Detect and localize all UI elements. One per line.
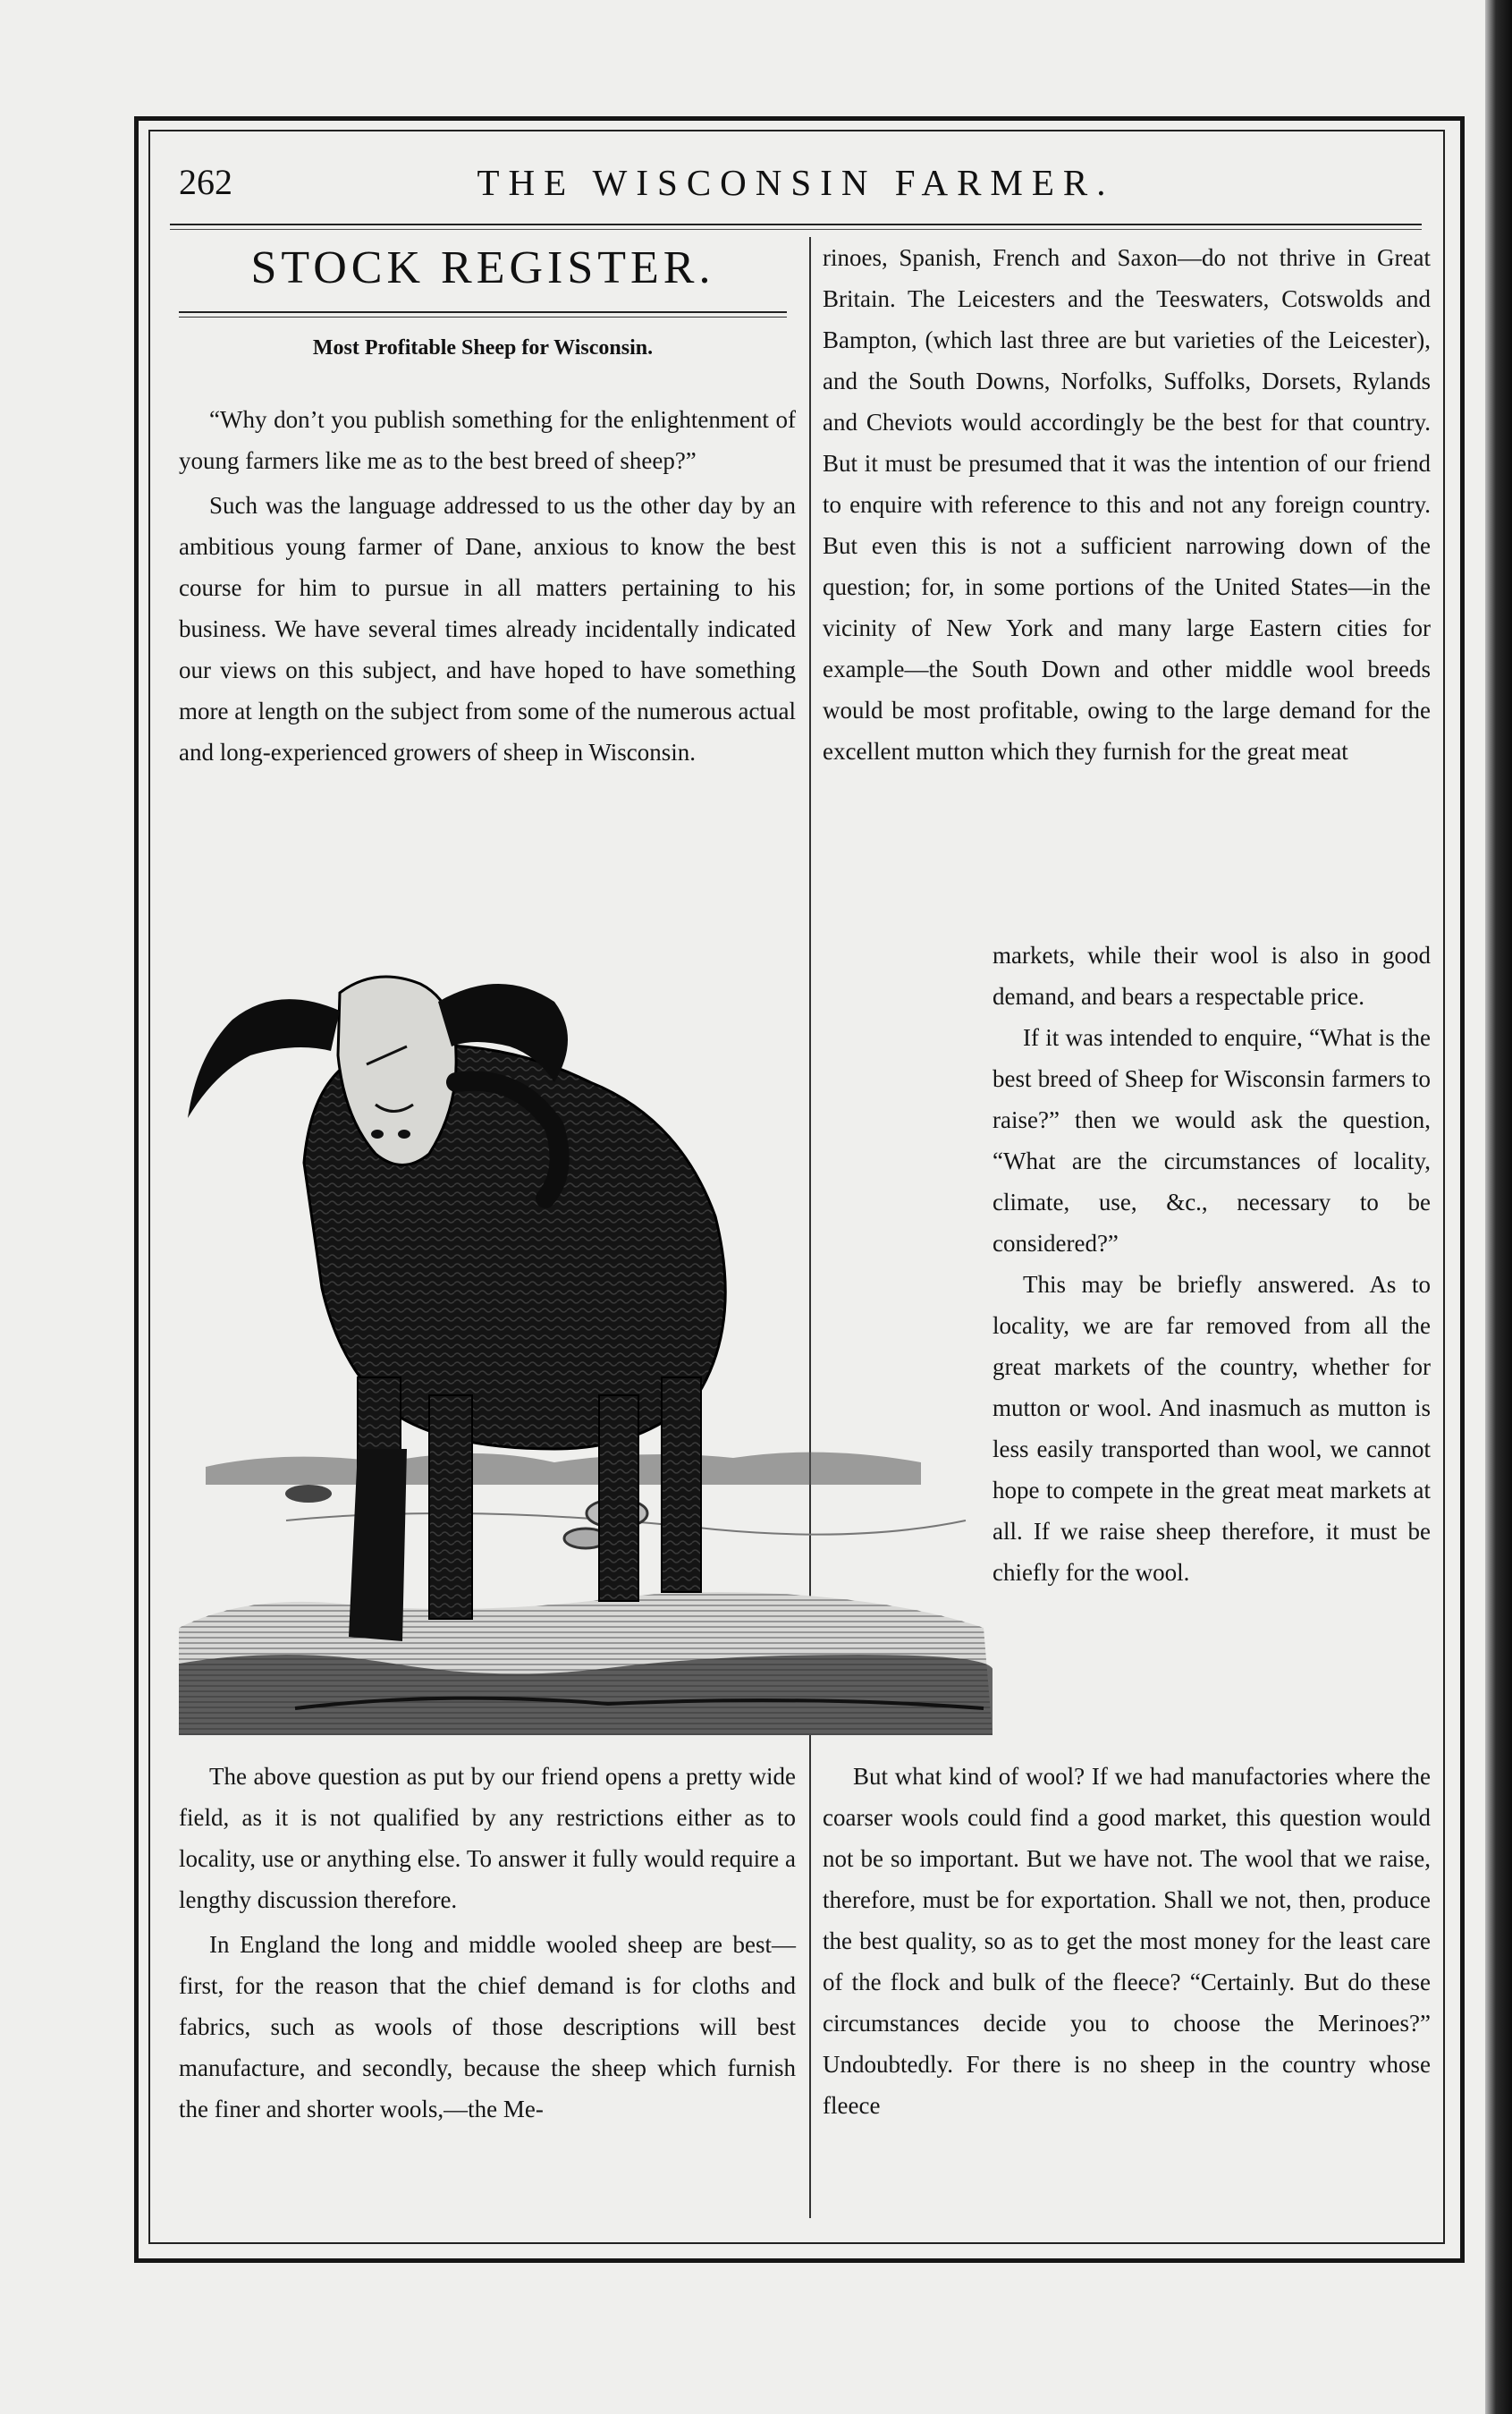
paragraph: “Why don’t you publish something for the enlightenment of young farmers like me as to the best breed of sheep?” <box>179 406 796 474</box>
left-column-bottom <box>179 1756 796 2130</box>
article-title: Most Profitable Sheep for Wisconsin. <box>312 336 654 360</box>
paragraph: Such was the language addressed to us the other day by an ambitious young farmer of Dane, anxious to know the best course for him to pursue in all matters pertaining to his business. We have several times already incidentally indicated our views on this subject, and have hoped to have something more at length on the subject from some of the numerous actual and long-experienced growers of sheep in Wisconsin. <box>179 492 796 766</box>
paragraph: markets, while their wool is also in good demand, and bears a respectable price. <box>993 942 1431 1010</box>
header-rule-thin <box>170 229 1422 230</box>
paragraph: This may be briefly answered. As to locality, we are far removed from all the great markets of the country, whether for mutton or wool. And inasmuch as mutton is less easily transported than wool, we cannot hope to compete in the great meat markets at all. If we raise sheep therefore, it must be chiefly for the wool. <box>993 1271 1431 1586</box>
right-column-top <box>823 237 1431 772</box>
section-title: STOCK REGISTER. <box>250 242 715 293</box>
paragraph: But what kind of wool? If we had manufactories where the coarser wools could find a good market, this question would not be so important. But we have not. The wool that we raise, therefore, must be for exportation. Shall we not, then, produce the best quality, so as to get the most money for the least care of the flock and bulk of the fleece? “Certainly. But do these circumstances decide you to choose the Merinoes?” Undoubtedly. For there is no sheep in the country whose fleece <box>823 1763 1431 2119</box>
ram-illustration <box>179 948 993 1735</box>
paragraph: In England the long and middle wooled sheep are best—first, for the reason that the chief demand is for cloths and fabrics, such as wools of those descriptions will best manufacture, and secondly, because the sheep which furnish the finer and shorter wools,—the Me- <box>179 1931 796 2122</box>
section-rule <box>179 311 787 313</box>
page-header <box>170 161 1422 215</box>
paragraph: rinoes, Spanish, French and Saxon—do not thrive in Great Britain. The Leicesters and the Teeswaters, Cotswolds and Bampton, (which last three are but varieties of the Leicester), and the South Downs, Norfolks, Suffolks, Dorsets, Rylands and Cheviots would accordingly be the best for that country. But it must be presumed that it was the intention of our friend to enquire with reference to this and not any foreign country. But even this is not a sufficient narrowing down of the question; for, in some portions of the United States—in the vicinity of New York and many large Eastern cities for example—the South Down and other middle wool breeds would be most profitable, owing to the large demand for the excellent mutton which they furnish for the great meat <box>823 244 1431 765</box>
paragraph: If it was intended to enquire, “What is the best breed of Sheep for Wisconsin farmers to raise?” then we would ask the question, “What are the circumstances of locality, climate, use, &c., necessary to be considered?” <box>993 1024 1431 1257</box>
right-column-bottom <box>823 1756 1431 2126</box>
left-column-top <box>179 399 796 773</box>
page-edge-shadow <box>1485 0 1512 2414</box>
section-rule-thin <box>179 317 787 318</box>
right-column-narrow <box>993 935 1431 1593</box>
running-title: THE WISCONSIN FARMER. <box>477 162 1115 203</box>
page-number: 262 <box>179 162 232 202</box>
header-rule <box>170 224 1422 225</box>
paragraph: The above question as put by our friend opens a pretty wide field, as it is not qualified by any restrictions either as to locality, use or anything else. To answer it fully would require a lengthy discussion therefore. <box>179 1763 796 1913</box>
